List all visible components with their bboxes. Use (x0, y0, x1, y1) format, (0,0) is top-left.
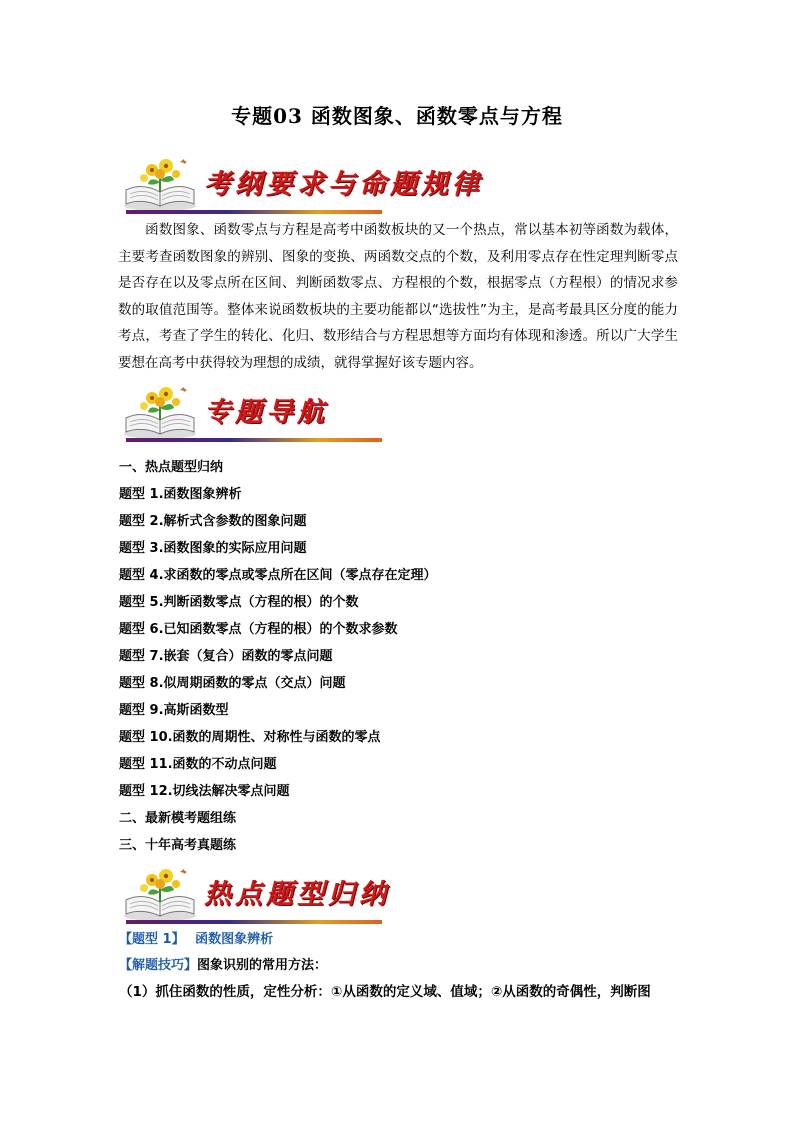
page-title: 专题03 函数图象、函数零点与方程 (231, 104, 563, 128)
nav-item: 题型 3.函数图象的实际应用问题 (119, 541, 307, 556)
nav-item: 题型 9.高斯函数型 (119, 703, 229, 718)
banner-title: 热点题型归纳 (204, 879, 390, 910)
intro-text: 函数图象、函数零点与方程是高考中函数板块的又一个热点，常以基本初等函数为载体，主要考查函数图象的辨别、图象的变换、两函数交点的个数，及利用零点存在性定理判断零点是否存在以及零点所在区间、判断函数零点、方程根的个数，根据零点（方程根）的情况求参数的取值范围等。整体来说函数板块的主要功能都以“选拔性”为主，是高考最具区分度的能力考点，考查了学生的转化、化归、数形结合与方程思想等方面均有体现和渗透。所以广大学生要想在高考中获得较为理想的成绩，就得掌握好该专题内容。 (118, 222, 678, 371)
banner-title: 专题导航 (204, 397, 328, 428)
tip-tag: 【解题技巧】 (119, 958, 198, 973)
topic-tag-title: 函数图象辨析 (195, 932, 274, 947)
nav-item: 题型 8.似周期函数的零点（交点）问题 (119, 676, 346, 691)
nav-item: 题型 1.函数图象辨析 (119, 487, 242, 502)
section-banner-hot-topics (120, 862, 390, 924)
nav-item: 题型 2.解析式含参数的图象问题 (119, 514, 307, 529)
tip-text: 图象识别的常用方法： (197, 958, 328, 973)
open-book-flower-icon (120, 384, 200, 440)
banner-underline (126, 438, 382, 442)
nav-item: 题型 6.已知函数零点（方程的根）的个数求参数 (119, 622, 398, 637)
nav-item: 题型 12.切线法解决零点问题 (119, 784, 290, 799)
method-point-text: （1）抓住函数的性质，定性分析：①从函数的定义域、值域；②从函数的奇偶性，判断图 (119, 984, 651, 1000)
section-banner-syllabus (120, 152, 483, 214)
banner-underline (126, 210, 382, 214)
nav-item: 题型 5.判断函数零点（方程的根）的个数 (119, 595, 359, 610)
open-book-flower-icon (120, 866, 200, 922)
method-point-1 (119, 979, 679, 1005)
nav-item: 题型 10.函数的周期性、对称性与函数的零点 (119, 730, 381, 745)
nav-item: 题型 4.求函数的零点或零点所在区间（零点存在定理） (119, 568, 437, 583)
topic-heading (119, 927, 679, 953)
nav-item: 一、热点题型归纳 (119, 460, 224, 475)
nav-item: 三、十年高考真题练 (119, 838, 237, 853)
section-banner-navigation (120, 380, 382, 442)
intro-paragraph (118, 217, 678, 376)
nav-item: 题型 11.函数的不动点问题 (119, 757, 277, 772)
banner-underline (126, 920, 382, 924)
topic-tag: 【题型 1】 (119, 932, 185, 947)
banner-title: 考纲要求与命题规律 (204, 169, 483, 200)
nav-item: 二、最新模考题组练 (119, 811, 237, 826)
topic-navigation-list (119, 454, 679, 859)
open-book-flower-icon (120, 156, 200, 212)
solving-tip-line (119, 953, 679, 979)
nav-item: 题型 7.嵌套（复合）函数的零点问题 (119, 649, 333, 664)
